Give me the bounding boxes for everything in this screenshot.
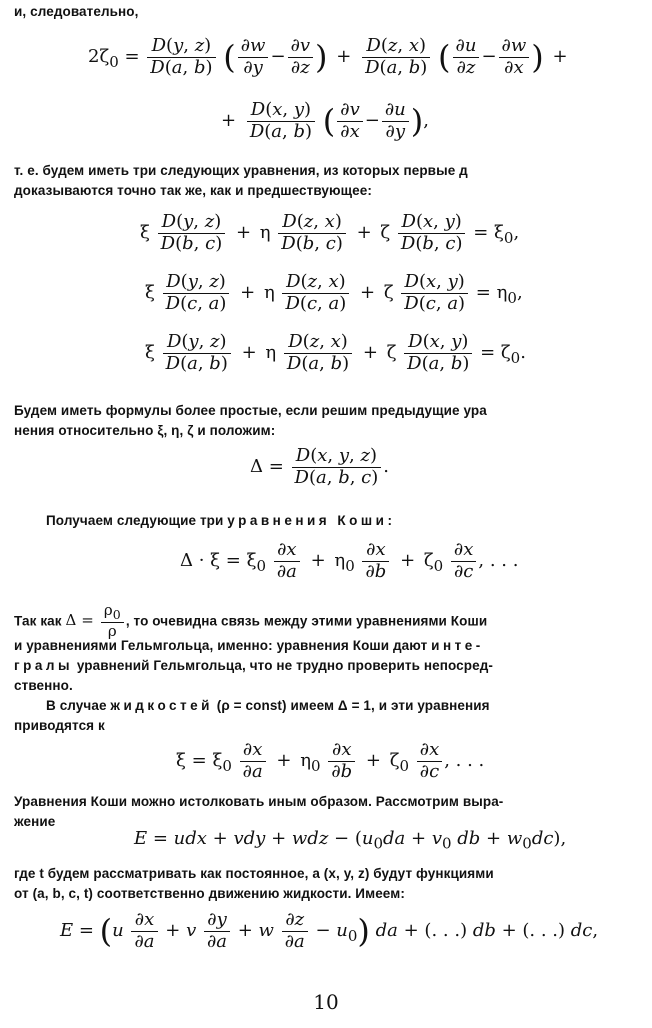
text-line: приводятся к (14, 718, 105, 733)
equation-eta0: ξ $\frac{D(y, z)}{D(c, a)}$ + η $\frac{D(z, x)}{D(c, a)}$ + ζ $\frac{D(x, y)}{D(c, a)}$ = $\eta_0$, (145, 271, 523, 314)
text-line: и уравнениями Гельмгольца, именно: уравнения Коши дают интe- (14, 638, 484, 653)
equation-2zeta-cont: + $\frac{D(x, y)}{D(a, b)}$ ( $\frac{\partial v}{\partial x}$ − $\frac{\partial u}{\partial y}$ ), (221, 99, 429, 142)
text-line: доказываются точно так же, как и предшествующее: (14, 183, 372, 198)
text-line: гралы уравнений Гельмгольца, что не трудно проверить непосред- (14, 658, 493, 673)
equation-2zeta: $2\zeta_0$ = $\frac{D(y, z)}{D(a, b)}$ ( $\frac{\partial w}{\partial y}$ − $\frac{\partial v}{\partial z}$ ) + $\frac{D(z, x)}{D(a, b)}$ ( $\frac{\partial u}{\partial z}$ − $\frac{\partial w}{\partial x}$ ) + (88, 35, 568, 78)
text-line: Будем иметь формулы более простые, если решим предыдущие ура (14, 403, 487, 418)
equation-xi0: ξ $\frac{D(y, z)}{D(b, c)}$ + η $\frac{D(z, x)}{D(b, c)}$ + ζ $\frac{D(x, y)}{D(b, c)}$ = $\xi_0$, (140, 211, 520, 254)
text-line: В случае жидкостей (ρ = const) имеем Δ = 1, и эти уравнения (46, 698, 490, 713)
equation-E-expanded: E = (u $\frac{\partial x}{\partial a}$ + v $\frac{\partial y}{\partial a}$ + w $\frac{\partial z}{\partial a}$ − $u_0$) da + (. . .) db + (. . .) dc, (60, 909, 599, 952)
equation-delta: Δ = $\frac{D(x, y, z)}{D(a, b, c)}$ . (250, 445, 390, 488)
text-line: жение (14, 814, 56, 829)
equation-cauchy: $\Delta \cdot \xi = \xi_0$ $\frac{\partial x}{\partial a}$ + $\eta_0$ $\frac{\partial x}{\partial b}$ + $\zeta_0$ $\frac{\partial x}{\partial c}$ , . . . (180, 539, 519, 582)
equation-incompressible: $\xi = \xi_0$ $\frac{\partial x}{\partial a}$ + $\eta_0$ $\frac{\partial x}{\partial b}$ + $\zeta_0$ $\frac{\partial x}{\partial c}$ , . . . (176, 739, 485, 782)
text-line: нения относительно ξ, η, ζ и положим: (14, 423, 276, 438)
text-line: Так как Δ = $\frac{\rho_0}{\rho}$ , то очевидна связь между этими уравнениями Коши (14, 601, 488, 641)
page-number: 10 (313, 990, 339, 1014)
text-line: ственно. (14, 678, 73, 693)
equation-zeta0: ξ $\frac{D(y, z)}{D(a, b)}$ + η $\frac{D(z, x)}{D(a, b)}$ + ζ $\frac{D(x, y)}{D(a, b)}$ = $\zeta_0$. (145, 331, 526, 374)
text-line: где t будем рассматривать как постоянное, а (x, y, z) будут функциями (14, 866, 494, 881)
text-line: т. е. будем иметь три следующих уравнения, из которых первые д (14, 163, 468, 178)
text-line: Получаем следующие три уравнения Коши: (46, 513, 396, 528)
equation-E: E = udx + vdy + wdz − ($u_0da + v_0$ db + $w_0dc$), (134, 828, 567, 853)
text-line: от (a, b, c, t) соответственно движению жидкости. Имеем: (14, 886, 405, 901)
text-line: Уравнения Коши можно истолковать иным образом. Рассмотрим выра- (14, 794, 504, 809)
text-line: и, следовательно, (14, 4, 139, 19)
